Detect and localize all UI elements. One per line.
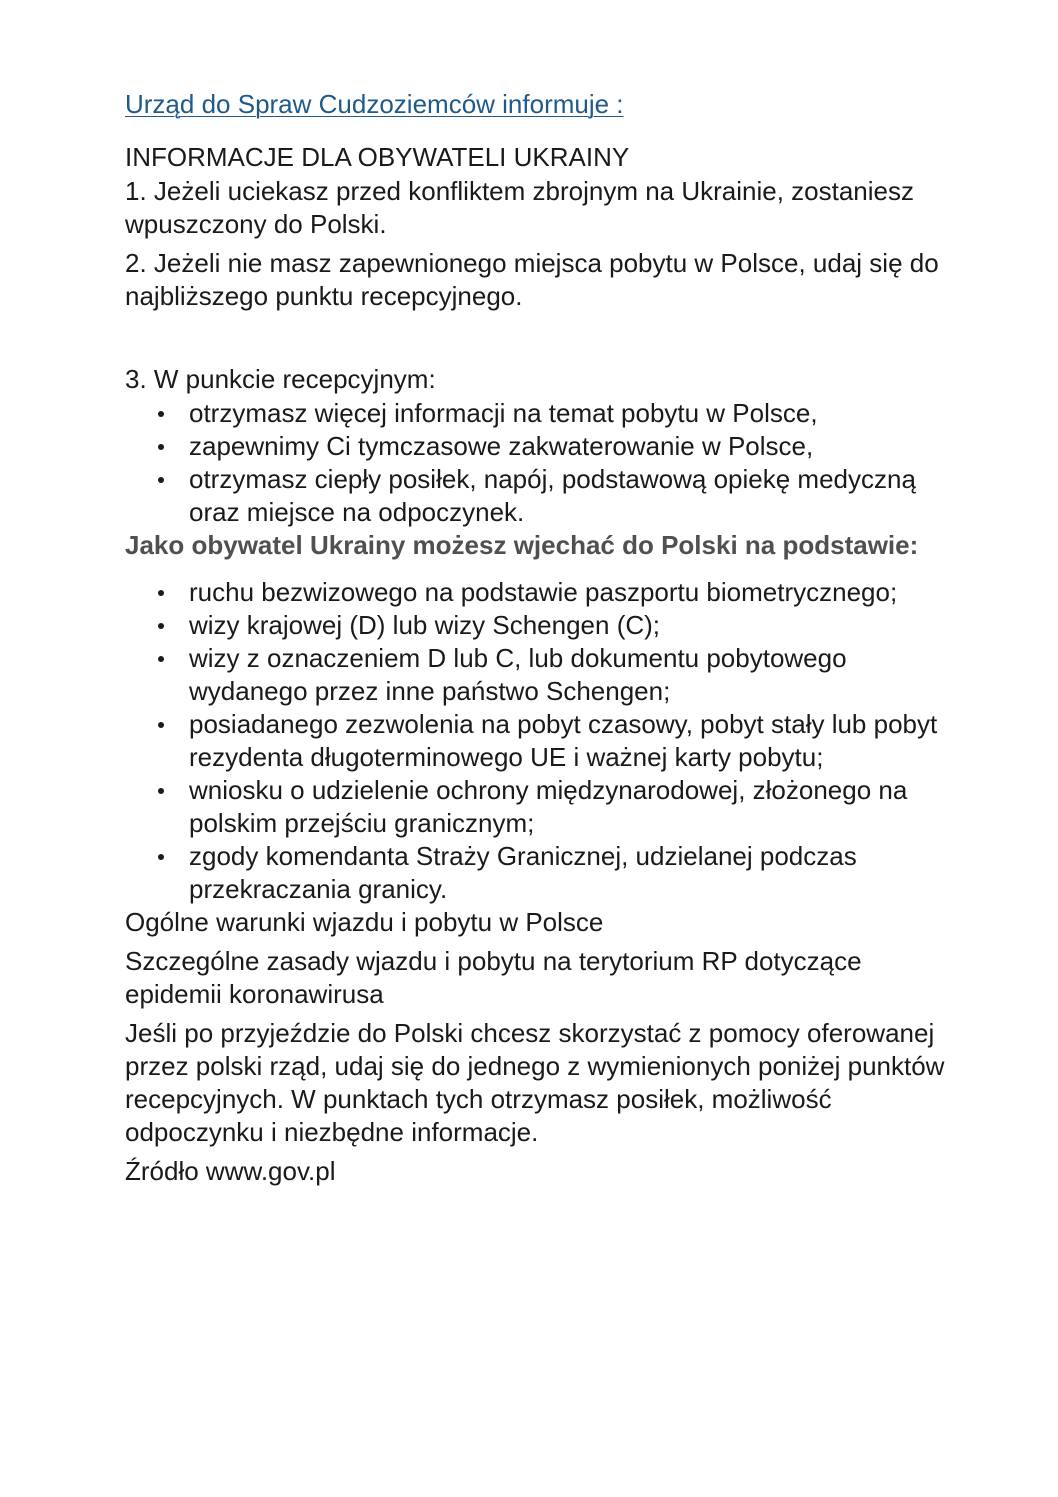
- list-item: [125, 576, 955, 609]
- bullet-icon: [158, 623, 164, 629]
- office-info-link[interactable]: Urząd do Spraw Cudzoziemców informuje :: [125, 89, 624, 119]
- bullet-icon: [158, 854, 164, 860]
- list-item-text: zapewnimy Ci tymczasowe zakwaterowanie w Polsce,: [189, 431, 814, 461]
- list-item-text: ruchu bezwizowego na podstawie paszportu biometrycznego;: [189, 577, 898, 607]
- bullet-icon: [158, 788, 164, 794]
- bullet-icon: [158, 722, 164, 728]
- list-item: [125, 463, 955, 529]
- list-item-text: zgody komendanta Straży Granicznej, udzielanej podczas przekraczania granicy.: [189, 841, 857, 904]
- info-item-3-intro: 3. W punkcie recepcyjnym:: [125, 364, 436, 394]
- page-heading: INFORMACJE DLA OBYWATELI UKRAINY: [125, 142, 630, 172]
- list-item-text: wizy z oznaczeniem D lub C, lub dokumentu pobytowego wydanego przez inne państwo Schengen;: [189, 643, 847, 706]
- bullet-icon: [158, 411, 164, 417]
- list-item: [125, 430, 955, 463]
- list-item-text: posiadanego zezwolenia na pobyt czasowy, pobyt stały lub pobyt rezydenta długoterminowego UE i ważnej karty pobytu;: [189, 709, 938, 772]
- bullet-icon: [158, 590, 164, 596]
- document-page: [125, 88, 955, 1194]
- bullet-icon: [158, 444, 164, 450]
- entry-basis-heading: Jako obywatel Ukrainy możesz wjechać do Polski na podstawie:: [125, 530, 919, 560]
- general-conditions-text: Ogólne warunki wjazdu i pobytu w Polsce: [125, 907, 604, 937]
- list-item-text: wizy krajowej (D) lub wizy Schengen (C);: [189, 610, 661, 640]
- help-info-text: Jeśli po przyjeździe do Polski chcesz skorzystać z pomocy oferowanej przez polski rząd, udaj się do jednego z wymienionych poniżej punktów recepcyjnych. W punktach tych otrzymasz posiłek, możliwość odpoczynku i niezbędne informacje.: [125, 1018, 945, 1147]
- special-rules-text: Szczególne zasady wjazdu i pobytu na terytorium RP dotyczące epidemii koronawirusa: [125, 946, 862, 1009]
- list-item: [125, 774, 955, 840]
- bullet-icon: [158, 477, 164, 483]
- list-item: [125, 397, 955, 430]
- list-item: [125, 840, 955, 906]
- entry-basis-list: [125, 576, 955, 906]
- list-item: [125, 609, 955, 642]
- list-item-text: wniosku o udzielenie ochrony międzynarodowej, złożonego na polskim przejściu granicznym;: [189, 775, 908, 838]
- paragraph-spacer: [125, 319, 955, 363]
- list-item: [125, 642, 955, 708]
- list-item-text: otrzymasz ciepły posiłek, napój, podstawową opiekę medyczną oraz miejsce na odpoczynek.: [189, 464, 916, 527]
- source-text: Źródło www.gov.pl: [125, 1156, 336, 1186]
- info-item-1: 1. Jeżeli uciekasz przed konfliktem zbrojnym na Ukrainie, zostaniesz wpuszczony do Polski.: [125, 176, 915, 239]
- list-item-text: otrzymasz więcej informacji na temat pobytu w Polsce,: [189, 398, 818, 428]
- info-item-2: 2. Jeżeli nie masz zapewnionego miejsca pobytu w Polsce, udaj się do najbliższego punktu recepcyjnego.: [125, 248, 939, 311]
- list-item: [125, 708, 955, 774]
- reception-point-list: [125, 397, 955, 529]
- bullet-icon: [158, 656, 164, 662]
